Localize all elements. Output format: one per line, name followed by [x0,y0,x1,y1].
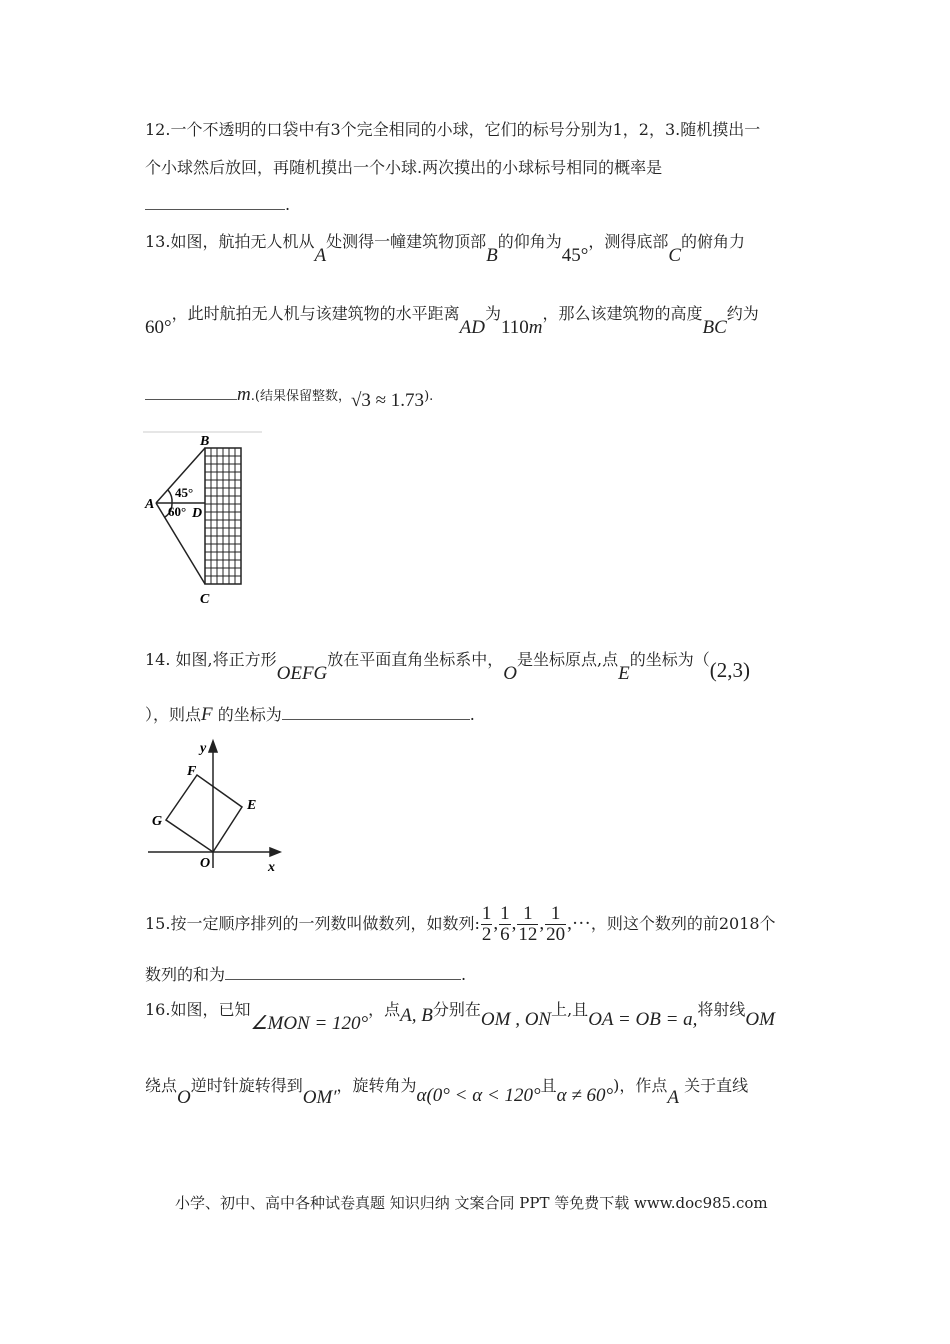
q14-line2: ），则点F 的坐标为 . [145,704,475,725]
label-A: A [145,497,155,512]
label-G: G [152,814,163,829]
q16-line2: 绕点O逆时针旋转得到OM′，旋转角为α(0° < α < 120°且α ≠ 60°)，作点A 关于直线 [145,1076,749,1108]
label-C: C [200,592,210,607]
answer-blank [145,399,237,400]
fraction-1: $\frac{1}{2}$ [481,903,492,945]
page-footer: 小学、初中、高中各种试卷真题 知识归纳 文案合同 PPT 等免费下载 www.doc985.com [175,1194,768,1212]
axis-x-label: x [268,860,275,875]
answer-blank [225,979,461,980]
q14-figure [140,735,290,880]
fraction-2: $\frac{1}{6}$ [500,903,510,945]
q14-line1: 14. 如图,将正方形OEFG放在平面直角坐标系中，O是坐标原点,点E的坐标为（(2,3) [145,650,750,684]
q15-line1: 15.按一定顺序排列的一列数叫做数列，如数列: $\frac{1}{2}$ , $\frac{1}{6}$ , $\frac{1}{12}$ , $\frac{1}{20}$ ,···，则这个数列的前2018个 [145,903,776,945]
label-D: D [192,506,203,521]
q12-line1: 12.一个不透明的口袋中有3个完全相同的小球，它们的标号分别为1，2，3.随机摸出一 [145,120,761,139]
q13-figure [140,428,270,608]
q16-line1: 16.如图，已知∠MON = 120°，点A, B分别在OM , ON上,且OA = OB = a,将射线OM [145,1000,775,1034]
axis-y-label: y [200,741,207,756]
q13-line1: 13.如图，航拍无人机从A处测得一幢建筑物顶部B的仰角为45°，测得底部C的俯角力 [145,232,746,266]
answer-blank [145,209,285,210]
q15-line2: 数列的和为 . [145,965,467,984]
angle-45-label: 45° [175,485,194,500]
label-B: B [200,434,210,449]
q13-line3: m.(结果保留整数，√3 ≈ 1.73). [145,385,433,407]
label-E: E [247,798,257,813]
fraction-4: $\frac{1}{20}$ [546,903,566,945]
q12-answer-line: . [145,195,290,215]
fraction-3: $\frac{1}{12}$ [518,903,538,945]
answer-blank [282,719,470,720]
label-O: O [200,856,211,871]
label-F: F [187,764,197,779]
q13-line2: 60°，此时航拍无人机与该建筑物的水平距离AD为110m，那么该建筑物的高度BC约为 [145,304,759,338]
angle-60-label: 60° [168,504,187,519]
q12-line2: 个小球然后放回，再随机摸出一个小球.两次摸出的小球标号相同的概率是 [145,158,663,177]
